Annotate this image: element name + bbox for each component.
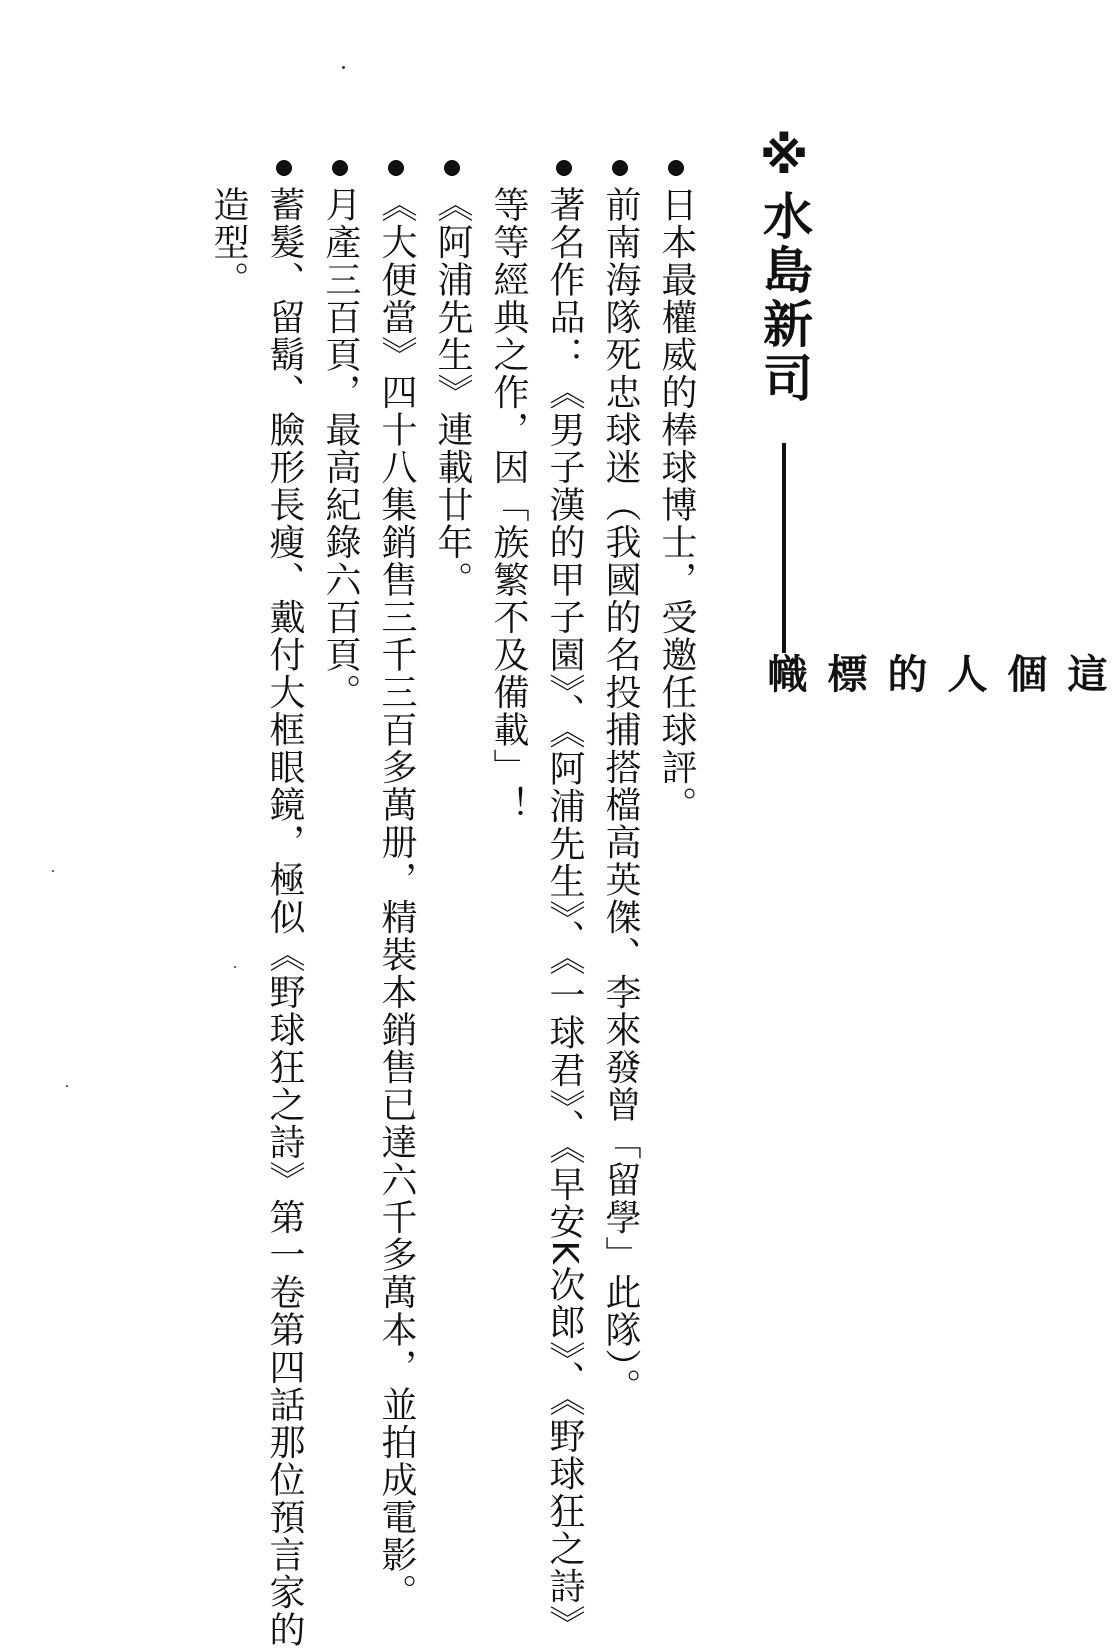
- text-column: [428, 160, 478, 1320]
- column-text: 前南海隊死忠球迷（我國的名投捕搭檔高英傑、李來發曾「留學」此隊）。: [600, 186, 641, 1406]
- text-column: [540, 160, 590, 1643]
- scan-speck: [342, 66, 345, 69]
- bullet-icon: [612, 160, 628, 176]
- title-dash: [782, 443, 786, 653]
- scan-speck: [52, 870, 54, 872]
- column-text: 等等經典之作，因「族繁不及備載」！: [488, 186, 529, 824]
- bullet-icon: [276, 160, 292, 176]
- text-column: [652, 160, 702, 1320]
- column-text: 日本最權威的棒球博士，受邀任球評。: [656, 186, 697, 824]
- text-column: [372, 160, 422, 1611]
- reference-mark-icon: ※: [759, 127, 809, 185]
- page-subtitle: 這個人的標幟: [761, 653, 1108, 695]
- text-column: [596, 160, 646, 1406]
- bullet-icon: [388, 160, 404, 176]
- scan-speck: [66, 1085, 68, 1087]
- text-column: [316, 160, 366, 1320]
- bullet-icon: [332, 160, 348, 176]
- bullet-icon: [668, 160, 684, 176]
- column-text: 造型。: [208, 186, 249, 299]
- bullet-icon: [444, 160, 460, 176]
- text-column: [204, 160, 254, 1320]
- column-text: 月產三百頁，最高紀錄六百頁。: [320, 186, 361, 711]
- column-text: 蓄髮、留鬍、臉形長瘦、戴付大框眼鏡，極似《野球狂之詩》第一卷第四話那位預言家的: [264, 186, 305, 1649]
- bullet-icon: [556, 160, 572, 176]
- column-text: 《阿浦先生》連載廿年。: [432, 186, 473, 599]
- text-column: [484, 160, 534, 1320]
- title-block: [752, 127, 1108, 728]
- column-text: 《大便當》四十八集銷售三千三百多萬册，精裝本銷售已達六千多萬本，並拍成電影。: [376, 186, 417, 1611]
- column-text: 著名作品：《男子漢的甲子園》、《阿浦先生》、《一球君》、《早安K次郎》、《野球狂之詩》: [544, 186, 585, 1643]
- text-column: [260, 160, 310, 1649]
- page-title: 水島新司: [755, 190, 814, 406]
